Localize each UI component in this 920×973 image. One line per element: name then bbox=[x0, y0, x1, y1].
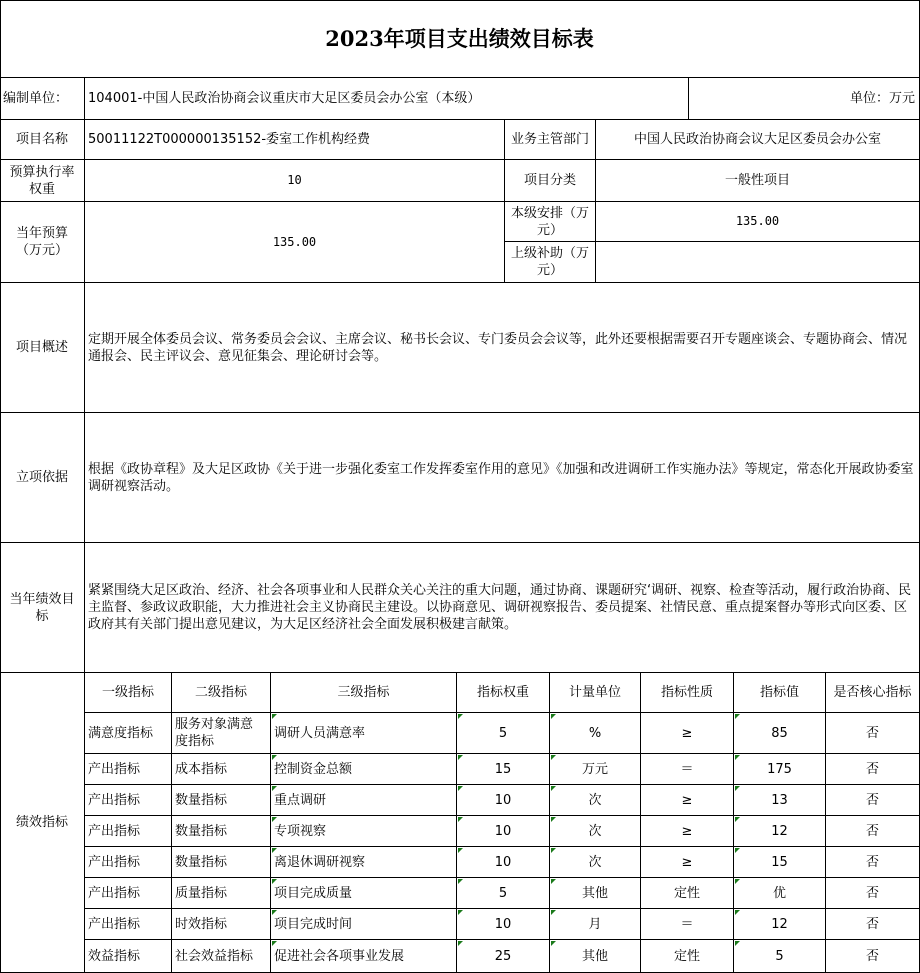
cell-level1: 效益指标 bbox=[85, 940, 172, 973]
cell-level1: 产出指标 bbox=[85, 847, 172, 878]
indicators-label: 绩效指标 bbox=[0, 673, 85, 973]
cell-marker-icon bbox=[551, 879, 556, 884]
cell-weight: 5 bbox=[457, 713, 550, 754]
cell-marker-icon bbox=[735, 786, 740, 791]
cell-nature: 定性 bbox=[641, 940, 734, 973]
category-value: 一般性项目 bbox=[596, 160, 920, 202]
goal-text: 紧紧围绕大足区政治、经济、社会各项事业和人民群众关心关注的重大问题，通过协商、课题研究‘调研、视察、检查等活动，履行政治协商、民主监督、参政议政职能，大力推进社会主义协商民主建设。以协商意见、调研视察报告、委员提案、社情民意、重点提案督办等形式向区委、区政府其有关部门提出意见建议，为大足区经济社会全面发展积极建言献策。 bbox=[85, 543, 920, 673]
header-nature: 指标性质 bbox=[641, 673, 734, 713]
weight-value: 10 bbox=[85, 160, 505, 202]
cell-weight: 5 bbox=[457, 878, 550, 909]
cell-marker-icon bbox=[735, 817, 740, 822]
cell-level1: 产出指标 bbox=[85, 878, 172, 909]
project-name-label: 项目名称 bbox=[0, 120, 85, 160]
cell-unit: 次 bbox=[550, 785, 641, 816]
unit-value: 104001-中国人民政治协商会议重庆市大足区委员会办公室（本级） bbox=[85, 78, 688, 120]
unit-label: 编制单位： bbox=[0, 78, 85, 120]
cell-marker-icon bbox=[458, 879, 463, 884]
cell-marker-icon bbox=[458, 910, 463, 915]
cell-marker-icon bbox=[551, 941, 556, 946]
cell-marker-icon bbox=[458, 817, 463, 822]
cell-marker-icon bbox=[735, 755, 740, 760]
cell-marker-icon bbox=[272, 910, 277, 915]
cell-value: 13 bbox=[734, 785, 826, 816]
category-label: 项目分类 bbox=[505, 160, 596, 202]
basis-text: 根据《政协章程》及大足区政协《关于进一步强化委室工作发挥委室作用的意见》《加强和改进调研工作实施办法》等规定，常态化开展政协委室调研视察活动。 bbox=[85, 413, 920, 543]
cell-marker-icon bbox=[272, 941, 277, 946]
cell-marker-icon bbox=[735, 879, 740, 884]
cell-marker-icon bbox=[735, 941, 740, 946]
header-level1: 一级指标 bbox=[85, 673, 172, 713]
cell-level2: 时效指标 bbox=[172, 909, 271, 940]
cell-weight: 10 bbox=[457, 847, 550, 878]
cell-weight: 10 bbox=[457, 909, 550, 940]
cell-marker-icon bbox=[272, 817, 277, 822]
page-title: 2023年项目支出绩效目标表 bbox=[0, 0, 920, 78]
cell-marker-icon bbox=[551, 848, 556, 853]
cell-core: 否 bbox=[826, 816, 920, 847]
cell-level2: 数量指标 bbox=[172, 785, 271, 816]
cell-core: 否 bbox=[826, 940, 920, 973]
local-budget-label: 本级安排（万 元） bbox=[505, 202, 596, 242]
cell-weight: 10 bbox=[457, 785, 550, 816]
cell-weight: 15 bbox=[457, 754, 550, 785]
cell-level2: 服务对象满意 度指标 bbox=[172, 713, 271, 754]
cell-nature: 定性 bbox=[641, 878, 734, 909]
cell-core: 否 bbox=[826, 909, 920, 940]
cell-value: 85 bbox=[734, 713, 826, 754]
cell-core: 否 bbox=[826, 754, 920, 785]
cell-marker-icon bbox=[272, 848, 277, 853]
cell-marker-icon bbox=[735, 714, 740, 719]
cell-unit: 次 bbox=[550, 847, 641, 878]
project-name-value: 50011122T000000135152-委室工作机构经费 bbox=[85, 120, 505, 160]
cell-weight: 10 bbox=[457, 816, 550, 847]
cell-unit: 次 bbox=[550, 816, 641, 847]
cell-nature: ≥ bbox=[641, 785, 734, 816]
cell-level3: 离退休调研视察 bbox=[271, 847, 457, 878]
cell-marker-icon bbox=[458, 755, 463, 760]
overview-text: 定期开展全体委员会议、常务委员会会议、主席会议、秘书长会议、专门委员会会议等，此外还要根据需要召开专题座谈会、专题协商会、情况通报会、民主评议会、意见征集会、理论研讨会等。 bbox=[85, 283, 920, 413]
dept-value: 中国人民政治协商会议大足区委员会办公室 bbox=[596, 120, 920, 160]
cell-level3: 促进社会各项事业发展 bbox=[271, 940, 457, 973]
header-unit: 计量单位 bbox=[550, 673, 641, 713]
upper-budget-label: 上级补助（万 元） bbox=[505, 242, 596, 283]
cell-level2: 社会效益指标 bbox=[172, 940, 271, 973]
header-level2: 二级指标 bbox=[172, 673, 271, 713]
cell-nature: ≥ bbox=[641, 816, 734, 847]
budget-label: 当年预算 （万元） bbox=[0, 202, 85, 283]
cell-core: 否 bbox=[826, 785, 920, 816]
budget-value: 135.00 bbox=[85, 202, 505, 283]
cell-value: 175 bbox=[734, 754, 826, 785]
cell-unit: 月 bbox=[550, 909, 641, 940]
cell-value: 优 bbox=[734, 878, 826, 909]
header-weight: 指标权重 bbox=[457, 673, 550, 713]
cell-level3: 控制资金总额 bbox=[271, 754, 457, 785]
cell-marker-icon bbox=[735, 848, 740, 853]
cell-nature: ≥ bbox=[641, 713, 734, 754]
cell-level3: 项目完成质量 bbox=[271, 878, 457, 909]
cell-marker-icon bbox=[458, 941, 463, 946]
cell-level2: 成本指标 bbox=[172, 754, 271, 785]
cell-value: 12 bbox=[734, 909, 826, 940]
goal-label: 当年绩效目 标 bbox=[0, 543, 85, 673]
header-core: 是否核心指标 bbox=[826, 673, 920, 713]
cell-marker-icon bbox=[551, 755, 556, 760]
cell-level3: 项目完成时间 bbox=[271, 909, 457, 940]
cell-unit: 其他 bbox=[550, 940, 641, 973]
cell-core: 否 bbox=[826, 713, 920, 754]
cell-level2: 数量指标 bbox=[172, 816, 271, 847]
header-value: 指标值 bbox=[734, 673, 826, 713]
cell-level1: 满意度指标 bbox=[85, 713, 172, 754]
cell-marker-icon bbox=[272, 714, 277, 719]
cell-level1: 产出指标 bbox=[85, 909, 172, 940]
cell-marker-icon bbox=[735, 910, 740, 915]
cell-marker-icon bbox=[458, 848, 463, 853]
cell-marker-icon bbox=[551, 817, 556, 822]
basis-label: 立项依据 bbox=[0, 413, 85, 543]
currency-unit: 单位：万元 bbox=[688, 78, 920, 120]
header-level3: 三级指标 bbox=[271, 673, 457, 713]
cell-marker-icon bbox=[272, 879, 277, 884]
cell-level3: 重点调研 bbox=[271, 785, 457, 816]
cell-level1: 产出指标 bbox=[85, 816, 172, 847]
cell-unit: 万元 bbox=[550, 754, 641, 785]
overview-label: 项目概述 bbox=[0, 283, 85, 413]
dept-label: 业务主管部门 bbox=[505, 120, 596, 160]
cell-marker-icon bbox=[551, 714, 556, 719]
cell-unit: 其他 bbox=[550, 878, 641, 909]
cell-marker-icon bbox=[458, 714, 463, 719]
cell-level2: 质量指标 bbox=[172, 878, 271, 909]
cell-level1: 产出指标 bbox=[85, 785, 172, 816]
cell-nature: ≥ bbox=[641, 847, 734, 878]
cell-value: 5 bbox=[734, 940, 826, 973]
cell-nature: ＝ bbox=[641, 909, 734, 940]
cell-level3: 调研人员满意率 bbox=[271, 713, 457, 754]
cell-core: 否 bbox=[826, 878, 920, 909]
cell-level2: 数量指标 bbox=[172, 847, 271, 878]
weight-label: 预算执行率 权重 bbox=[0, 160, 85, 202]
local-budget-value: 135.00 bbox=[596, 202, 920, 242]
cell-value: 15 bbox=[734, 847, 826, 878]
cell-marker-icon bbox=[272, 786, 277, 791]
cell-marker-icon bbox=[551, 786, 556, 791]
cell-marker-icon bbox=[551, 910, 556, 915]
cell-level1: 产出指标 bbox=[85, 754, 172, 785]
cell-nature: ＝ bbox=[641, 754, 734, 785]
cell-unit: % bbox=[550, 713, 641, 754]
cell-weight: 25 bbox=[457, 940, 550, 973]
cell-marker-icon bbox=[458, 786, 463, 791]
upper-budget-value bbox=[596, 242, 920, 283]
cell-marker-icon bbox=[272, 755, 277, 760]
cell-level3: 专项视察 bbox=[271, 816, 457, 847]
cell-value: 12 bbox=[734, 816, 826, 847]
cell-core: 否 bbox=[826, 847, 920, 878]
